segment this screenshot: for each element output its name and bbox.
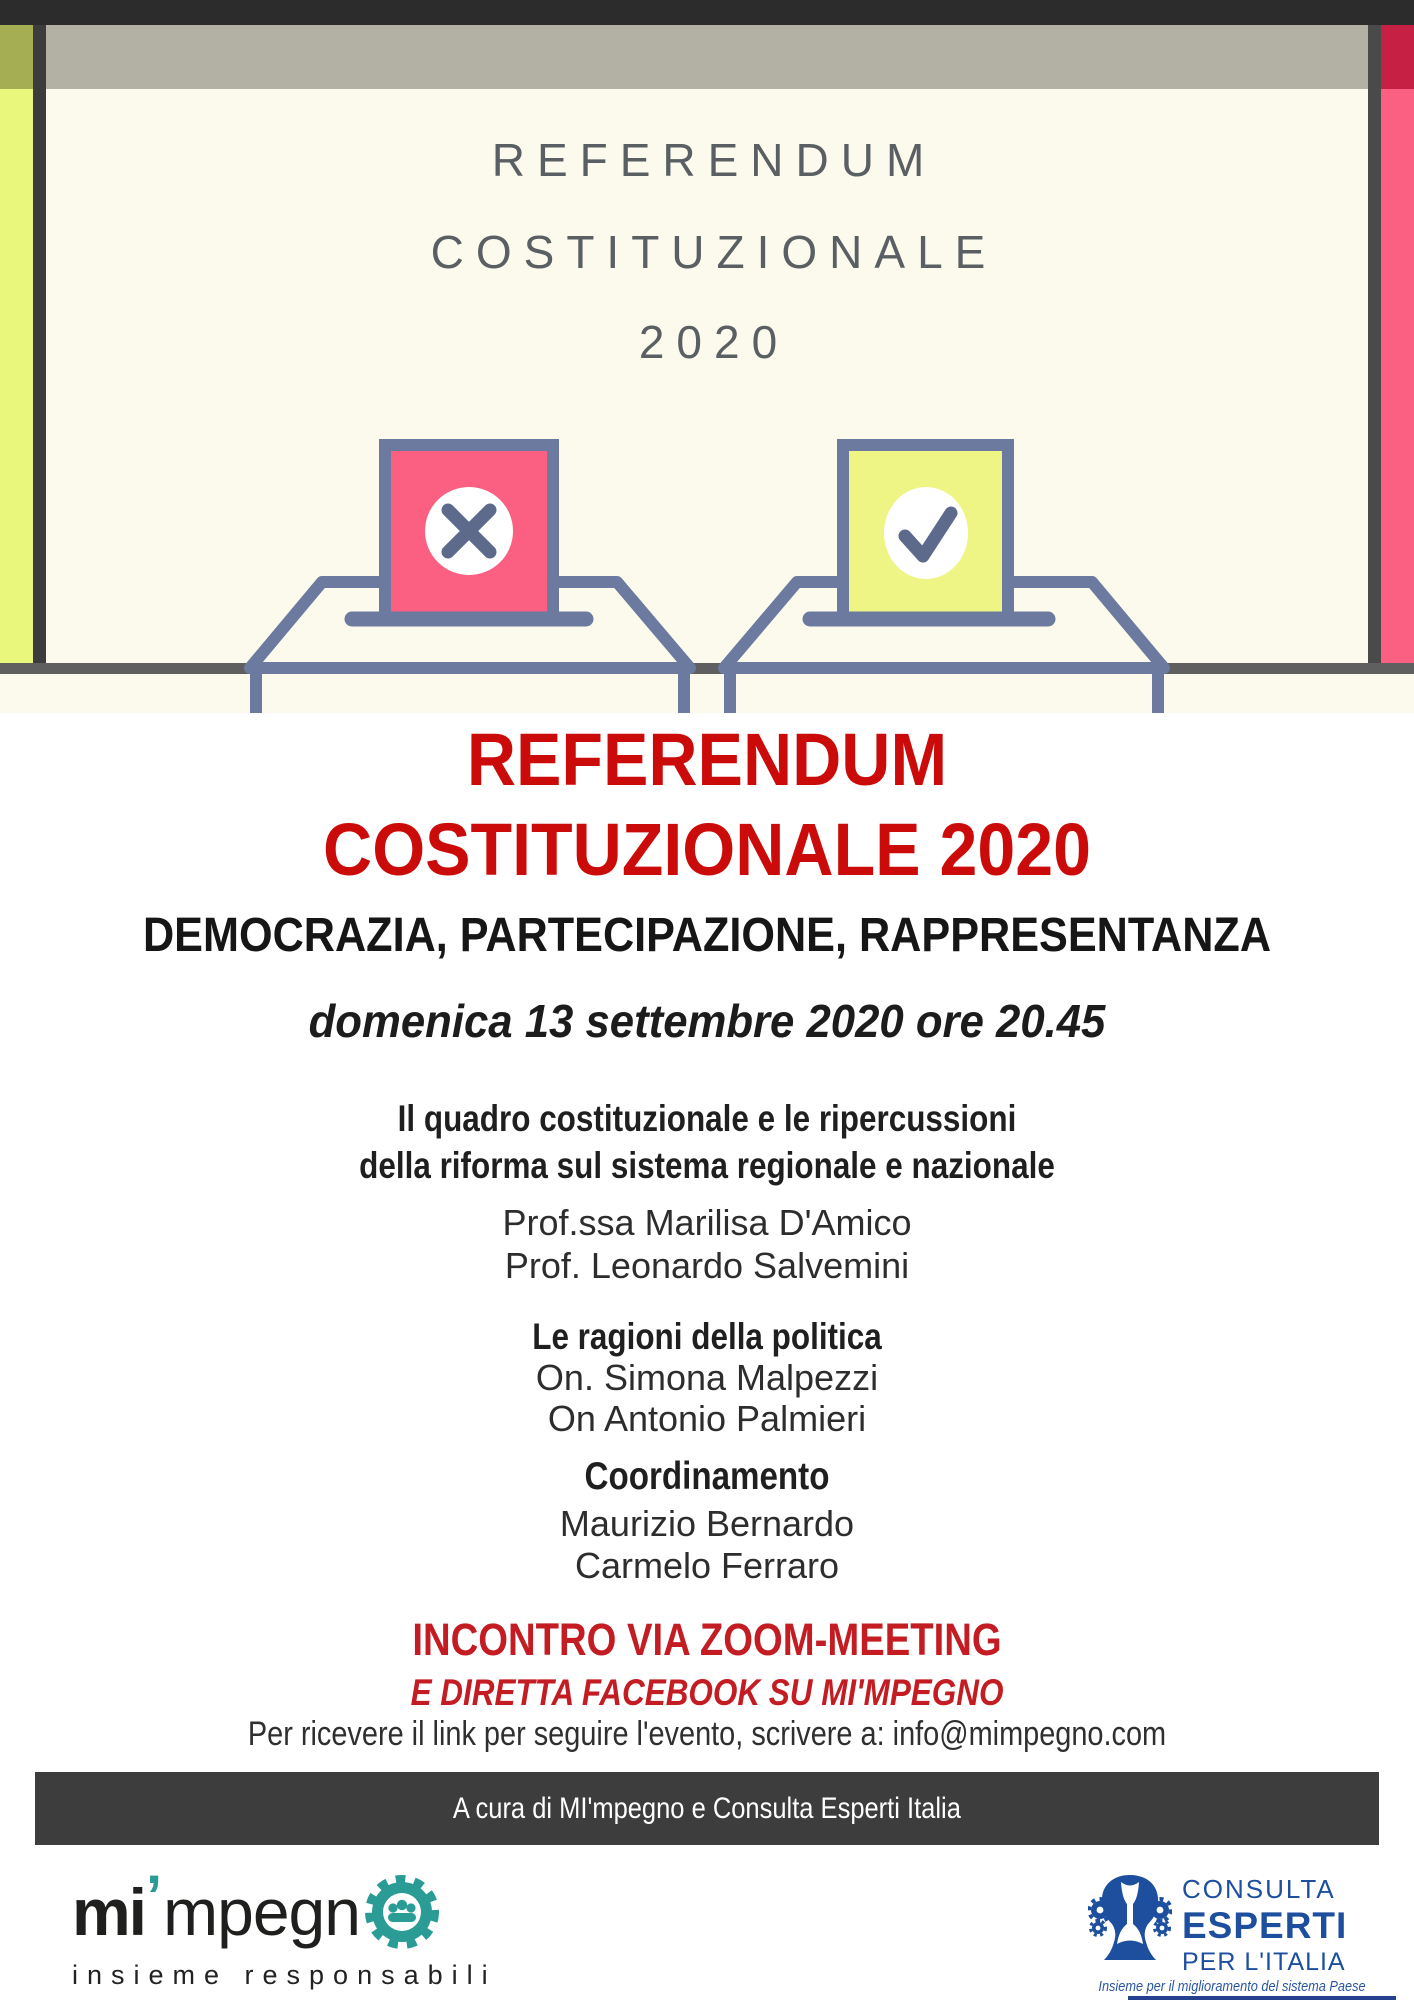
mimpegno-text-rest: mpegn: [163, 1875, 360, 1949]
session3-speaker1: Maurizio Bernardo: [559, 1503, 855, 1544]
consulta-wordmark: [1182, 1872, 1347, 1975]
left-accent-bar: [0, 25, 46, 663]
mimpegno-apostrophe: ’: [146, 1863, 163, 1929]
session3-speaker2: Carmelo Ferraro: [574, 1545, 840, 1586]
check-mark-icon: [884, 487, 968, 579]
gray-band: [0, 25, 1414, 89]
poster-subtitle: DEMOCRAZIA, PARTECIPAZIONE, RAPPRESENTANZA: [142, 909, 1272, 962]
top-dark-bar: [0, 0, 1414, 25]
bottom-blue-bar: [1128, 1996, 1396, 2000]
contact-line: Per ricevere il link per seguire l'evento, scrivere a: info@mimpegno.com: [247, 1715, 1167, 1753]
credits-bar: [35, 1772, 1379, 1845]
illustration-title-line2: COSTITUZIONALE: [430, 226, 998, 278]
right-accent-bar: [1368, 25, 1414, 663]
session1-title-line1: Il quadro costituzionale e le ripercussioni: [397, 1098, 1017, 1139]
illustration-title-line3: 2020: [638, 316, 790, 368]
floor-line: [0, 663, 1414, 674]
poster-title-line1: REFERENDUM: [466, 718, 948, 801]
poster-title-line2: COSTITUZIONALE 2020: [323, 808, 1091, 891]
consulta-tagline: Insieme per il miglioramento del sistema Paese: [1098, 1978, 1366, 1995]
zoom-meeting-line: INCONTRO VIA ZOOM-MEETING: [412, 1614, 1002, 1665]
mimpegno-wordmark: [72, 1863, 497, 1952]
illustration-title-line1: REFERENDUM: [491, 134, 937, 186]
mimpegno-text-bold: mi: [72, 1875, 146, 1949]
mimpegno-logo: [72, 1863, 497, 1991]
consulta-line1: CONSULTA: [1182, 1874, 1336, 1904]
gear-people-icon: [362, 1872, 442, 1952]
consulta-logo: [1088, 1872, 1347, 1975]
ballot-illustration: [0, 0, 1414, 713]
session2-speaker1: On. Simona Malpezzi: [535, 1357, 879, 1398]
session1-speaker2: Prof. Leonardo Salvemini: [504, 1245, 910, 1286]
mimpegno-tagline: insieme responsabili: [72, 1960, 497, 1990]
consulta-line2: ESPERTI: [1182, 1905, 1348, 1946]
event-datetime: domenica 13 settembre 2020 ore 20.45: [308, 995, 1106, 1047]
session1-title-line2: della riforma sul sistema regionale e nazionale: [359, 1145, 1055, 1186]
session2-speaker2: On Antonio Palmieri: [547, 1398, 867, 1439]
consulta-emblem-icon: [1088, 1872, 1172, 1966]
session1-speaker1: Prof.ssa Marilisa D'Amico: [502, 1202, 912, 1243]
facebook-live-line: E DIRETTA FACEBOOK SU MI'MPEGNO: [410, 1672, 1004, 1713]
session2-title: Le ragioni della politica: [532, 1316, 882, 1357]
session3-title: Coordinamento: [584, 1455, 830, 1498]
consulta-line3: PER L'ITALIA: [1182, 1948, 1346, 1976]
credits-text: A cura di MI'mpegno e Consulta Esperti Italia: [452, 1791, 962, 1825]
